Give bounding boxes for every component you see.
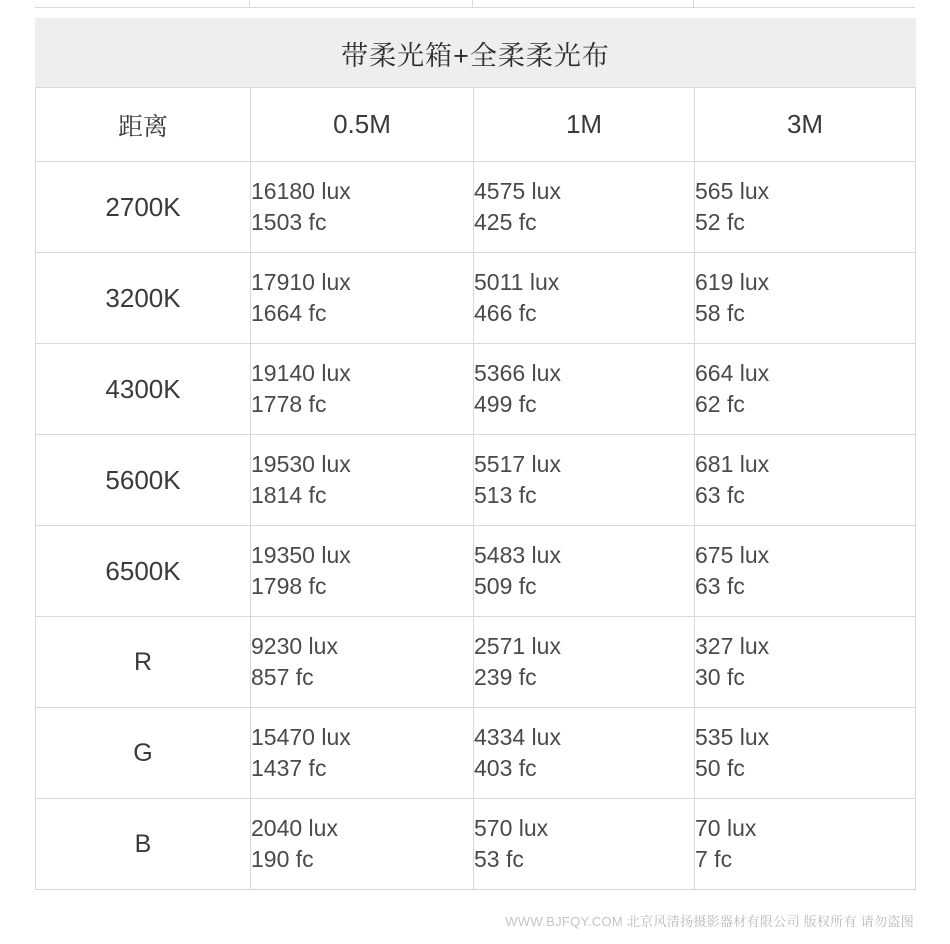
value-cell <box>695 617 916 708</box>
value-fc: 1798 fc <box>251 573 327 599</box>
row-label: R <box>36 617 251 708</box>
value-cell <box>251 799 474 890</box>
value-fc: 50 fc <box>695 755 745 781</box>
table-row <box>36 526 916 617</box>
value-cell <box>474 162 695 253</box>
value-fc: 1503 fc <box>251 209 327 235</box>
strip-segment <box>35 0 250 8</box>
value-lux: 5011 lux <box>474 269 560 296</box>
value-lux: 570 lux <box>474 815 549 842</box>
strip-segment <box>250 0 473 8</box>
value-cell <box>695 708 916 799</box>
value-lux: 681 lux <box>695 451 770 478</box>
value-cell <box>695 253 916 344</box>
table-row <box>36 708 916 799</box>
value-lux: 4334 lux <box>474 724 561 751</box>
footer-url: WWW.BJFQY.COM <box>505 914 623 929</box>
value-cell <box>474 344 695 435</box>
header-1m: 1M <box>474 88 695 162</box>
row-label: 6500K <box>36 526 251 617</box>
value-fc: 1778 fc <box>251 391 327 417</box>
row-label: 5600K <box>36 435 251 526</box>
value-cell <box>695 526 916 617</box>
table-title: 带柔光箱+全柔柔光布 <box>36 19 916 88</box>
value-fc: 239 fc <box>474 664 537 690</box>
value-lux: 5483 lux <box>474 542 561 569</box>
value-lux: 4575 lux <box>474 178 561 205</box>
previous-table-bottom-edge <box>35 0 915 8</box>
row-label: 2700K <box>36 162 251 253</box>
footer-text: 北京风清扬摄影器材有限公司 版权所有 请勿盗图 <box>626 914 914 929</box>
value-fc: 857 fc <box>251 664 314 690</box>
value-cell <box>695 344 916 435</box>
value-lux: 9230 lux <box>251 633 338 660</box>
value-fc: 53 fc <box>474 846 524 872</box>
value-lux: 19350 lux <box>251 542 351 569</box>
copyright-footer <box>505 911 914 930</box>
value-cell <box>251 708 474 799</box>
value-cell <box>251 253 474 344</box>
value-fc: 1437 fc <box>251 755 327 781</box>
value-fc: 1814 fc <box>251 482 327 508</box>
value-lux: 664 lux <box>695 360 770 387</box>
table-title-row <box>36 19 916 88</box>
table-row <box>36 344 916 435</box>
table-row <box>36 253 916 344</box>
value-lux: 70 lux <box>695 815 757 842</box>
value-cell <box>251 162 474 253</box>
table-row <box>36 162 916 253</box>
value-fc: 466 fc <box>474 300 537 326</box>
value-lux: 5517 lux <box>474 451 561 478</box>
value-lux: 5366 lux <box>474 360 561 387</box>
value-fc: 403 fc <box>474 755 537 781</box>
spec-table-container <box>35 18 915 890</box>
strip-segment <box>473 0 694 8</box>
value-fc: 190 fc <box>251 846 314 872</box>
value-cell <box>474 253 695 344</box>
value-cell <box>474 435 695 526</box>
table-header-row <box>36 88 916 162</box>
value-fc: 7 fc <box>695 846 733 872</box>
value-fc: 509 fc <box>474 573 537 599</box>
row-label: 3200K <box>36 253 251 344</box>
value-lux: 2040 lux <box>251 815 338 842</box>
value-cell <box>251 526 474 617</box>
value-lux: 675 lux <box>695 542 770 569</box>
value-fc: 63 fc <box>695 482 745 508</box>
value-cell <box>474 617 695 708</box>
value-fc: 513 fc <box>474 482 537 508</box>
value-fc: 62 fc <box>695 391 745 417</box>
value-lux: 19530 lux <box>251 451 351 478</box>
value-cell <box>695 162 916 253</box>
value-fc: 499 fc <box>474 391 537 417</box>
table-row <box>36 799 916 890</box>
value-fc: 30 fc <box>695 664 745 690</box>
row-label: G <box>36 708 251 799</box>
header-distance: 距离 <box>36 88 251 162</box>
value-lux: 565 lux <box>695 178 770 205</box>
value-lux: 327 lux <box>695 633 770 660</box>
value-lux: 2571 lux <box>474 633 561 660</box>
value-lux: 19140 lux <box>251 360 351 387</box>
value-lux: 16180 lux <box>251 178 351 205</box>
value-fc: 52 fc <box>695 209 745 235</box>
value-cell <box>251 435 474 526</box>
row-label: B <box>36 799 251 890</box>
value-cell <box>474 708 695 799</box>
row-label: 4300K <box>36 344 251 435</box>
value-lux: 15470 lux <box>251 724 351 751</box>
value-fc: 425 fc <box>474 209 537 235</box>
value-lux: 17910 lux <box>251 269 351 296</box>
value-lux: 535 lux <box>695 724 770 751</box>
value-lux: 619 lux <box>695 269 770 296</box>
table-row <box>36 435 916 526</box>
value-cell <box>474 526 695 617</box>
value-fc: 1664 fc <box>251 300 327 326</box>
value-cell <box>695 435 916 526</box>
value-cell <box>251 344 474 435</box>
header-0-5m: 0.5M <box>251 88 474 162</box>
value-cell <box>474 799 695 890</box>
table-row <box>36 617 916 708</box>
value-fc: 58 fc <box>695 300 745 326</box>
value-fc: 63 fc <box>695 573 745 599</box>
header-3m: 3M <box>695 88 916 162</box>
value-cell <box>251 617 474 708</box>
strip-segment <box>694 0 915 8</box>
value-cell <box>695 799 916 890</box>
illuminance-spec-table <box>35 18 916 890</box>
